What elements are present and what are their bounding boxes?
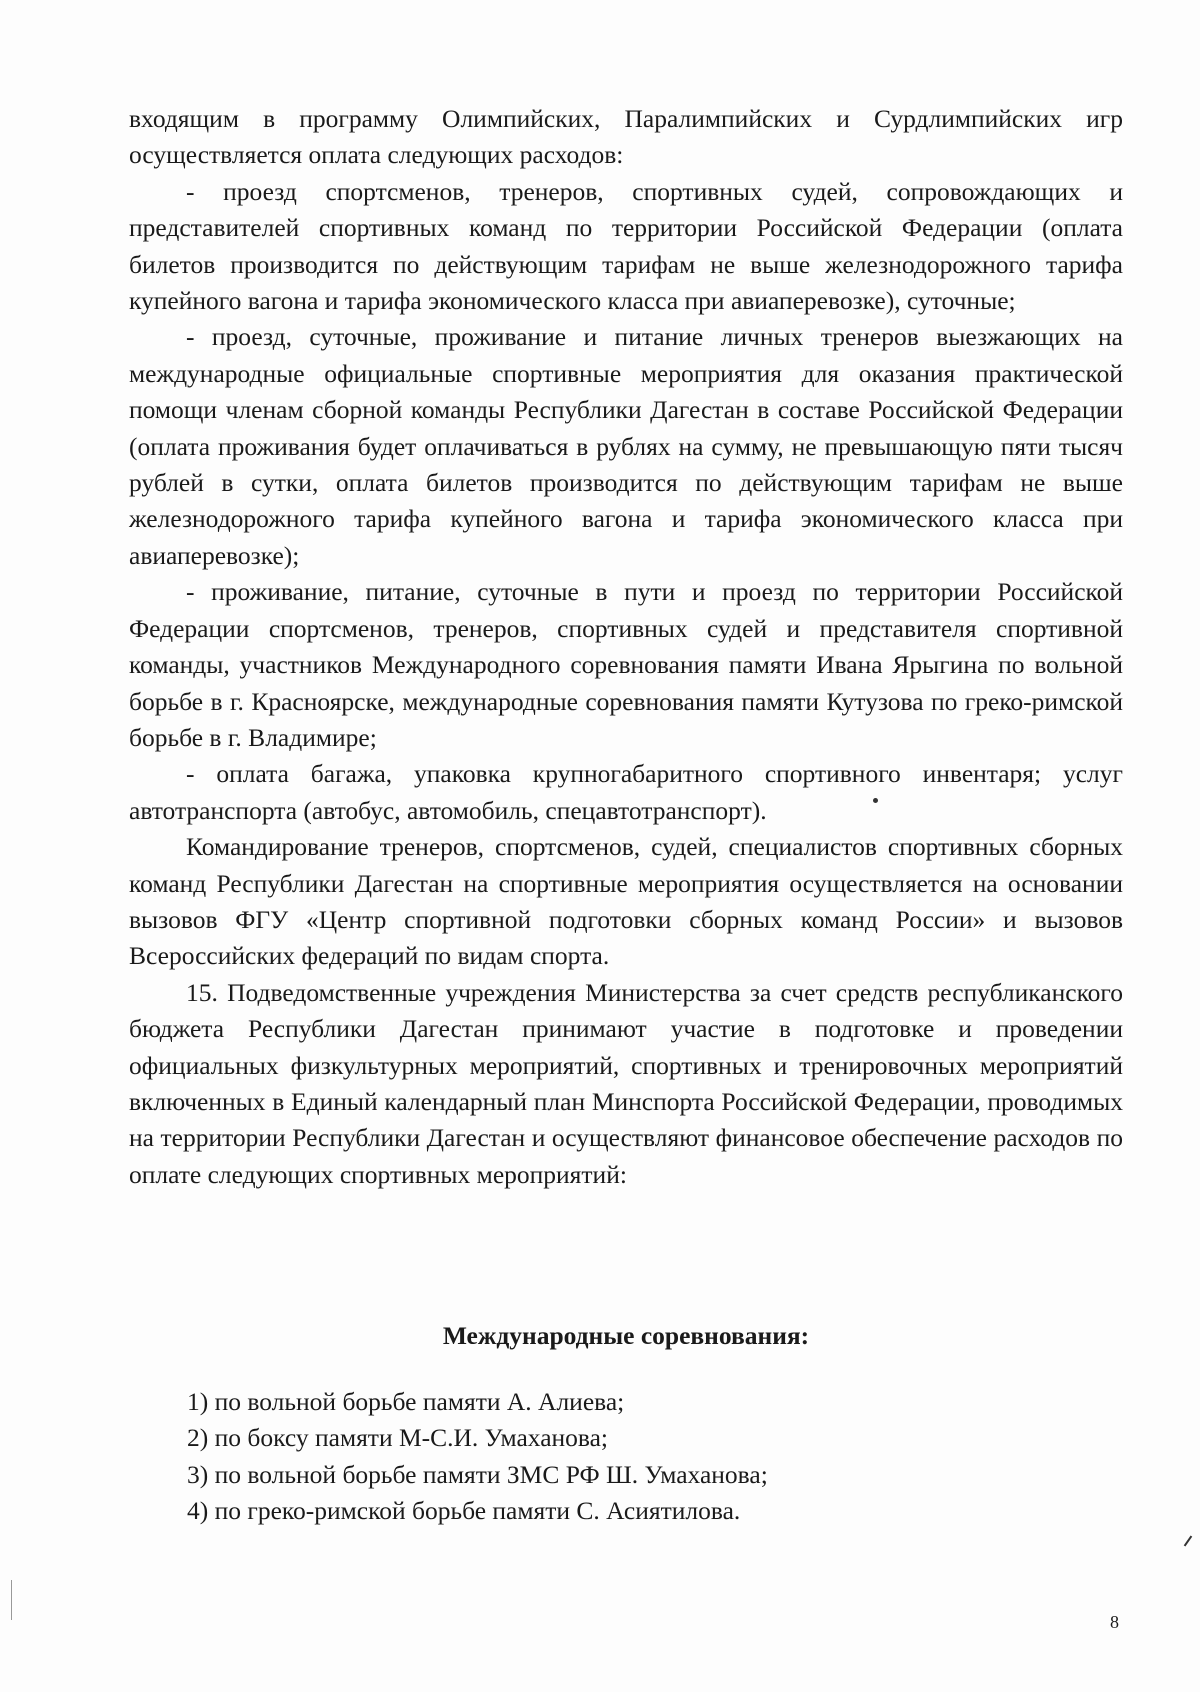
list-item: 1) по вольной борьбе памяти А. Алиева;: [187, 1387, 625, 1416]
page-number: 8: [1110, 1612, 1119, 1632]
paragraph: - проезд спортсменов, тренеров, спортивных судей, сопровождающих и представителей спортивных команд по территории Российской Федерации (оплата билетов производится по действующим тарифам не выше железнодорожного тарифа купейного вагона и тарифа экономического класса при авиаперевозке), суточные;: [129, 176, 1123, 316]
paragraph: входящим в программу Олимпийских, Паралимпийских и Сурдлимпийских игр осуществляется оплата следующих расходов:: [129, 104, 1123, 170]
list-item: 3) по вольной борьбе памяти ЗМС РФ Ш. Умаханова;: [187, 1459, 768, 1489]
paragraph: Командирование тренеров, спортсменов, судей, специалистов спортивных сборных команд Республики Дагестан на спортивные мероприятия осуществляется на основании вызовов ФГУ «Центр спортивной подготовки сборных команд России» и вызовов Всероссийских федераций по видам спорта.: [129, 832, 1123, 971]
list-item: 2) по боксу памяти М-С.И. Умаханова;: [187, 1423, 609, 1453]
list-item: 4) по греко-римской борьбе памяти С. Асиятилова.: [187, 1496, 741, 1526]
paragraph: - проезд, суточные, проживание и питание личных тренеров выезжающих на международные официальные спортивные мероприятия для оказания практической помощи членам сборной команды Республики Дагестан в составе Российской Федерации (оплата проживания будет оплачиваться в рублях на сумму, не превышающую пяти тысяч рублей в сутки, оплата билетов производится по действующим тарифам не выше железнодорожного тарифа купейного вагона и тарифа экономического класса при авиаперевозке);: [129, 322, 1123, 570]
paragraph: - проживание, питание, суточные в пути и проезд по территории Российской Федерации спортсменов, тренеров, спортивных судей и представителя спортивной команды, участников Международного соревнования памяти Ивана Ярыгина по вольной борьбе в г. Красноярске, международные соревнования памяти Кутузова по греко-римской борьбе в г. Владимире;: [129, 577, 1123, 752]
scan-artifact: [1184, 1536, 1193, 1547]
competition-list: [187, 1384, 1087, 1530]
document-body: [129, 101, 1123, 1193]
scan-artifact: [11, 1580, 12, 1620]
paragraph: - оплата багажа, упаковка крупногабаритного спортивного инвентаря; услуг автотранспорта (автобус, автомобиль, спецавтотранспорт).: [129, 759, 1123, 825]
paragraph: 15. Подведомственные учреждения Министерства за счет средств республиканского бюджета Республики Дагестан принимают участие в подготовке и проведении официальных физкультурных мероприятий, спортивных и тренировочных мероприятий включенных в Единый календарный план Минспорта Российской Федерации, проводимых на территории Республики Дагестан и осуществляют финансовое обеспечение расходов по оплате следующих спортивных мероприятий:: [129, 977, 1123, 1189]
scan-artifact: [873, 798, 878, 803]
section-heading: Международные соревнования:: [442, 1321, 810, 1350]
